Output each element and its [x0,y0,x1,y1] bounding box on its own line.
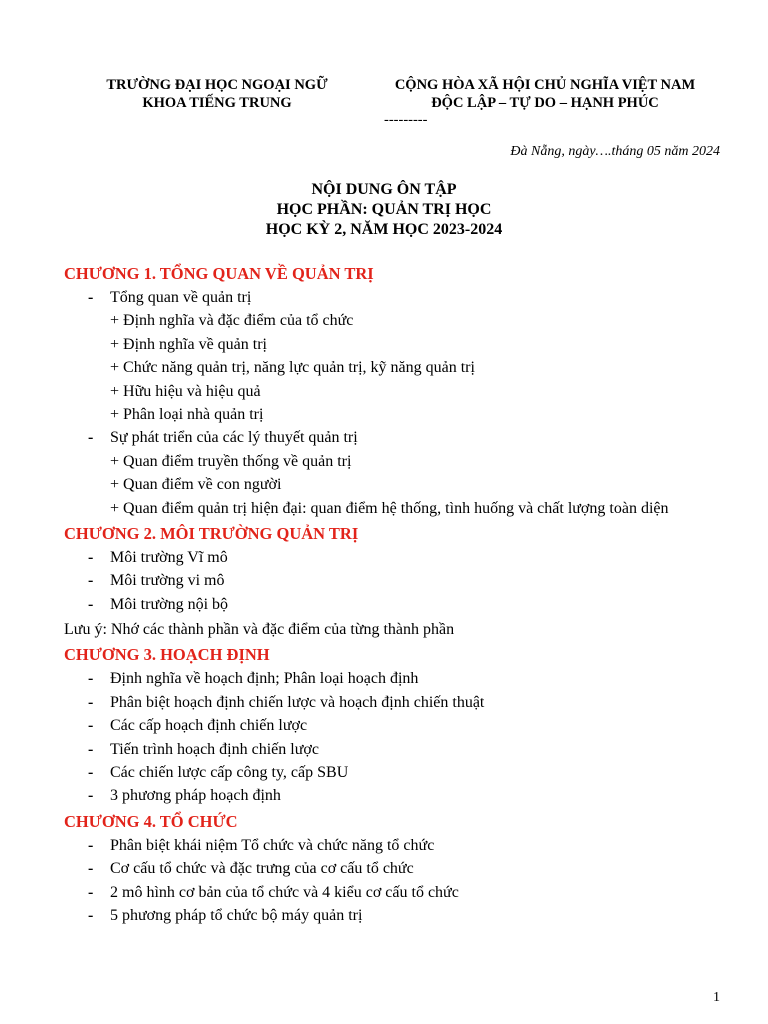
bullet-marker: - [88,763,94,781]
document-title [0,180,768,240]
list-item-text: 5 phương pháp tổ chức bộ máy quản trị [110,906,363,924]
bullet-marker: - [88,289,94,306]
title-line-1: NỘI DUNG ÔN TẬP [311,181,457,198]
bullet-marker: - [88,717,94,735]
sub-item: + Phân loại nhà quản trị [110,406,264,424]
list-item [64,691,722,714]
list-item [64,426,722,449]
list-item-text: Môi trường vi mô [110,572,225,590]
list-item-text: Cơ cấu tổ chức và đặc trưng của cơ cấu tổ chức [110,860,414,878]
faculty-name: KHOA TIẾNG TRUNG [142,95,292,111]
document-body [64,262,722,927]
sub-item: + Quan điểm truyền thống về quản trị [110,452,352,470]
bullet-marker: - [88,787,94,805]
title-line-2: HỌC PHẦN: QUẢN TRỊ HỌC [276,201,492,218]
bullet-marker: - [88,595,94,613]
bullet-marker: - [88,740,94,758]
list-item-text: Các cấp hoạch định chiến lược [110,717,308,735]
bullet-marker: - [88,860,94,878]
country-name: CỘNG HÒA XÃ HỘI CHỦ NGHĨA VIỆT NAM [394,77,696,93]
list-item [64,834,722,857]
list-item-text: Môi trường Vĩ mô [110,549,228,567]
list-item-text: Phân biệt hoạch định chiến lược và hoạch định chiến thuật [110,693,485,711]
list-item [64,569,722,592]
bullet-marker: - [88,670,94,688]
list-item-text: Sự phát triển của các lý thuyết quản trị [110,429,358,447]
list-item [64,546,722,569]
list-item [64,857,722,880]
bullet-marker: - [88,572,94,590]
list-item [64,714,722,737]
list-item-text: 2 mô hình cơ bản của tổ chức và 4 kiểu cơ cấu tổ chức [110,883,459,901]
chapter-4-heading: CHƯƠNG 4. TỔ CHỨC [64,811,238,831]
bullet-marker: - [88,549,94,567]
list-item-text: Môi trường nội bộ [110,595,229,613]
list-item [64,286,722,309]
list-item [64,667,722,690]
list-item-text: Tổng quan về quản trị [110,289,252,306]
institution-header [92,76,342,112]
sub-item: + Chức năng quản trị, năng lực quản trị, kỹ năng quản trị [110,359,475,377]
list-item-text: Định nghĩa về hoạch định; Phân loại hoạch định [110,670,419,688]
bullet-marker: - [88,906,94,924]
bullet-marker: - [88,429,94,447]
bullet-marker: - [88,883,94,901]
list-item [64,784,722,807]
list-item [64,904,722,927]
list-item-text: Phân biệt khái niệm Tổ chức và chức năng tổ chức [110,836,435,854]
sub-item: + Quan điểm về con người [110,476,282,494]
list-item [64,881,722,904]
bullet-marker: - [88,693,94,711]
list-item [64,738,722,761]
list-item-text: Các chiến lược cấp công ty, cấp SBU [110,763,349,781]
title-line-3: HỌC KỲ 2, NĂM HỌC 2023-2024 [265,221,503,238]
list-item-text: Tiến trình hoạch định chiến lược [110,740,319,758]
page-number: 1 [713,990,720,1005]
chapter-2-heading: CHƯƠNG 2. MÔI TRƯỜNG QUẢN TRỊ [64,524,359,544]
header-divider: --------- [384,112,428,128]
sub-item: + Quan điểm quản trị hiện đại: quan điểm hệ thống, tình huống và chất lượng toàn diện [110,499,669,517]
chapter-1-heading: CHƯƠNG 1. TỔNG QUAN VỀ QUẢN TRỊ [64,264,374,283]
bullet-marker: - [88,836,94,854]
sub-item: + Hữu hiệu và hiệu quả [110,382,261,400]
university-name: TRƯỜNG ĐẠI HỌC NGOẠI NGỮ [106,77,328,93]
motto: ĐỘC LẬP – TỰ DO – HẠNH PHÚC [431,95,659,111]
list-item-text: 3 phương pháp hoạch định [110,787,281,805]
sub-item: + Định nghĩa và đặc điểm của tổ chức [110,312,354,330]
list-item [64,761,722,784]
chapter-3-heading: CHƯƠNG 3. HOẠCH ĐỊNH [64,645,270,665]
document-date: Đà Nẵng, ngày….tháng 05 năm 2024 [510,144,720,159]
national-motto-header [380,76,710,128]
chapter-2-note: Lưu ý: Nhớ các thành phần và đặc điểm của từng thành phần [64,621,455,639]
list-item [64,593,722,616]
sub-item: + Định nghĩa về quản trị [110,335,267,353]
